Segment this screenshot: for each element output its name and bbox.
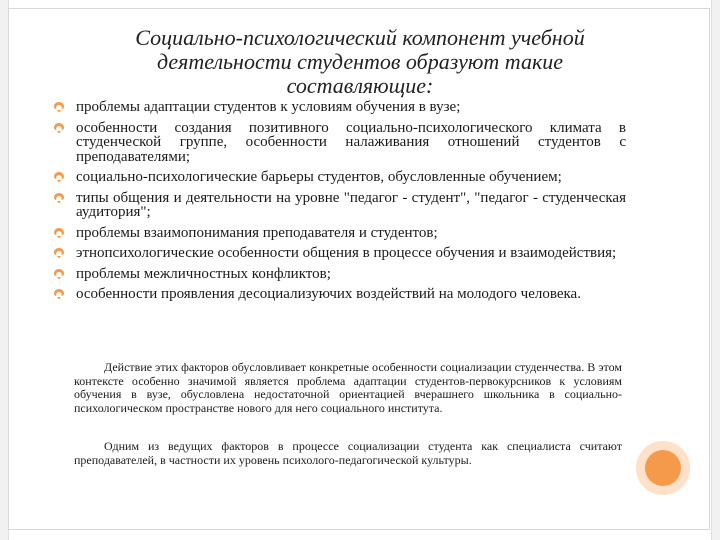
slide-title: Социально-психологический компонент учебной деятельности студентов образуют такие составляющие: bbox=[135, 25, 585, 98]
bullet-text: проблемы взаимопонимания преподавателя и студентов; bbox=[76, 224, 438, 241]
bullet-text: особенности создания позитивного социально-психологического климата в студенческой группе, особенности налаживания отношений студентов с преподавателями; bbox=[76, 119, 626, 165]
bullet-text: проблемы адаптации студентов к условиям обучения в вузе; bbox=[76, 99, 461, 115]
list-item bbox=[52, 246, 626, 261]
fleur-bullet-icon bbox=[52, 288, 66, 300]
bullet-text: типы общения и деятельности на уровне "педагог - студент", "педагог - студенческая аудитория"; bbox=[76, 189, 626, 220]
bullet-text: социально-психологические барьеры студентов, обусловленные обучением; bbox=[76, 169, 562, 185]
fleur-bullet-icon bbox=[52, 171, 66, 183]
fleur-bullet-icon bbox=[52, 247, 66, 259]
list-item bbox=[52, 226, 626, 241]
paragraph: Действие этих факторов обусловливает конкретные особенности социализации студенчества. В этом контексте особенно значимой является проблема адаптации студентов-первокурсников к условиям обучения в вузе, обусловлена недостаточной ориентацией вчерашнего школьника в социально-психологическом пространстве нового для него социального института. bbox=[74, 360, 622, 415]
fleur-bullet-icon bbox=[52, 268, 66, 280]
bullet-list bbox=[52, 100, 626, 308]
bullet-text: особенности проявления десоциализуючих воздействий на молодого человека. bbox=[76, 286, 581, 302]
bullet-text: проблемы межличностных конфликтов; bbox=[76, 265, 331, 282]
list-item bbox=[52, 170, 626, 185]
list-item bbox=[52, 100, 626, 115]
list-item bbox=[52, 287, 626, 302]
paragraph: Одним из ведущих факторов в процессе социализации студента как специалиста считают преподавателей, в частности их уровень психолого-педагогической культуры. bbox=[74, 439, 622, 467]
decorative-circle-inner bbox=[645, 450, 681, 486]
fleur-bullet-icon bbox=[52, 227, 66, 239]
fleur-bullet-icon bbox=[52, 101, 66, 113]
bullet-text: этнопсихологические особенности общения в процессе обучения и взаимодействия; bbox=[76, 245, 617, 261]
right-border-bar bbox=[711, 0, 720, 540]
fleur-bullet-icon bbox=[52, 122, 66, 134]
fleur-bullet-icon bbox=[52, 192, 66, 204]
list-item bbox=[52, 121, 626, 165]
list-item bbox=[52, 191, 626, 220]
list-item bbox=[52, 267, 626, 282]
